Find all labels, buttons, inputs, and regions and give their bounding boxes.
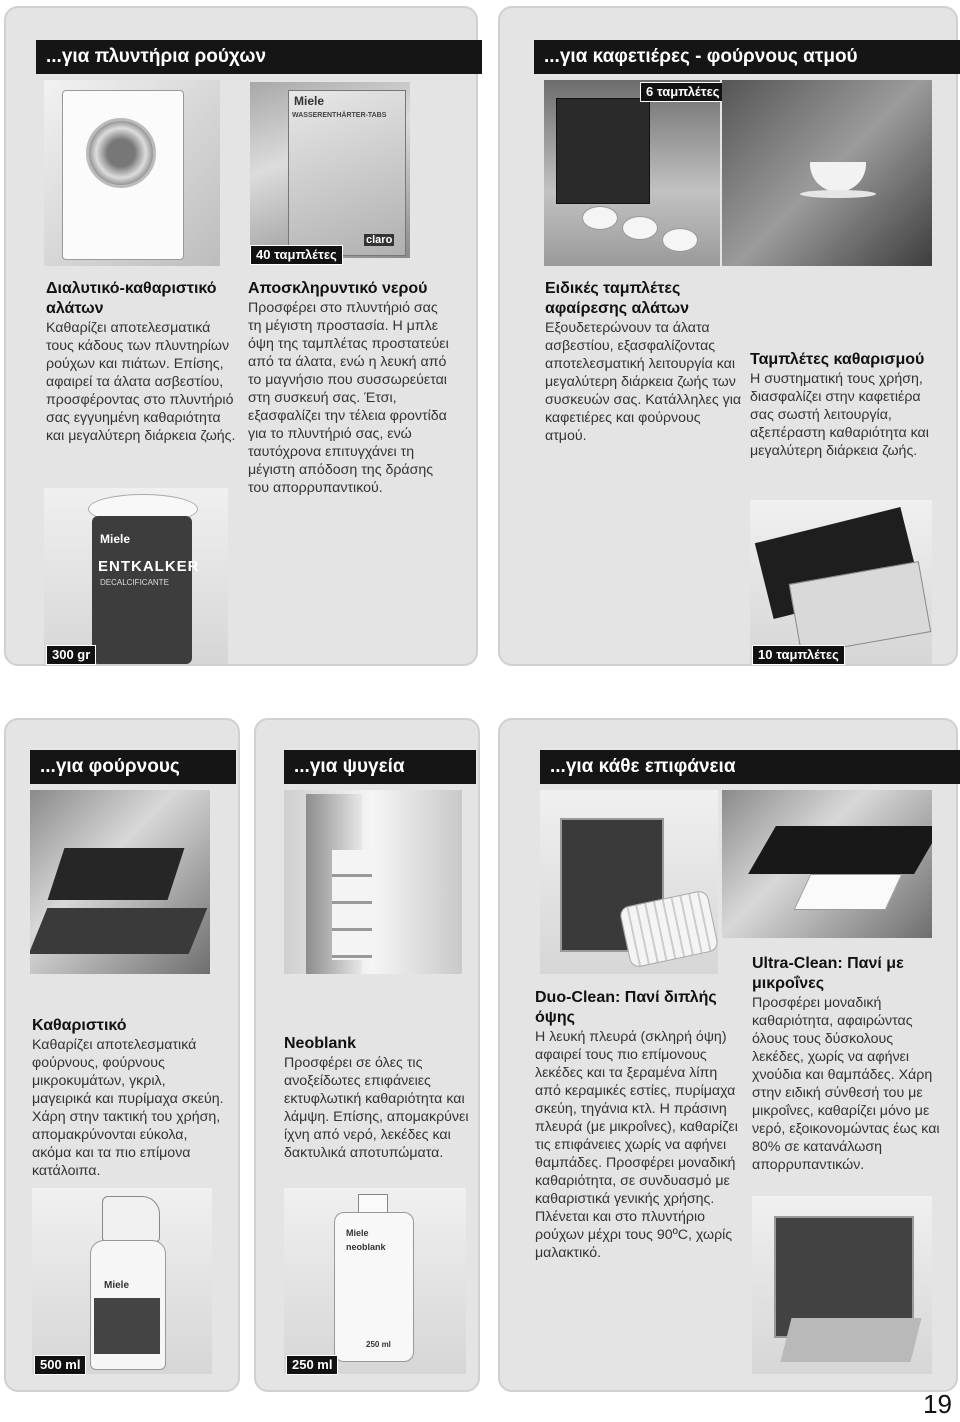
softener-brand: Miele <box>294 94 325 108</box>
spray-brand: Miele <box>104 1280 130 1291</box>
duo-clean-description: Η λευκή πλευρά (σκληρή όψη) αφαιρεί τους πιο επίμονους λεκέδες και τα ξεραμένα λίπη από κεραμικές εστίες, πυρίμαχα σκεύη, τηγάνια κτλ. Η πράσινη πλευρά (με μικροΐνες), καθαρίζει τις επιφάνειες χωρίς να αφήνει θαμπάδες. Προσφέρει μοναδική καθαριότητα, σε συνδυασμό με καθαριστικά γενικής χρήσης. Πλένεται και στο πλυντήριο ρούχων μέχρι τους 90ºC, χωρίς μαλακτικό. <box>535 1029 738 1261</box>
jar-label-entkalker: ENTKALKER <box>98 558 200 575</box>
neoblank-title: Neoblank <box>284 1035 357 1052</box>
cleaning-tabs-title: Ταμπλέτες καθαρισμού <box>750 351 925 368</box>
descaler-jar-photo <box>44 488 228 664</box>
header-ovens: ...για φούρνους <box>30 750 236 784</box>
fridge-photo <box>284 790 462 974</box>
cooktop-photo <box>722 790 932 938</box>
neoblank-bottle-photo <box>284 1188 466 1374</box>
washer-door <box>86 118 156 188</box>
oven-cleaner-title: Καθαριστικό <box>32 1017 127 1034</box>
tabs-pack <box>556 98 650 204</box>
jar-brand: Miele <box>100 532 131 546</box>
descaler-description: Καθαρίζει αποτελεσματικά τους κάδους των πλυντηρίων ρούχων και πιάτων. Επίσης, αφαιρεί τα άλατα ασβεστίου, προσφέροντας στο πλυντήριό σας εγγυημένη καθαριότητα και μεγαλύτερη διάρκεια ζωής. <box>46 320 236 444</box>
header-fridges: ...για ψυγεία <box>284 750 476 784</box>
ultra-clean-title: Ultra-Clean: Πανί με μικροΐνες <box>752 955 904 992</box>
softener-title: Αποσκληρυντικό νερού <box>248 280 428 297</box>
claro-label: claro <box>366 234 393 246</box>
cleaning-tabs-description: Η συστηματική τους χρήση, διασφαλίζει στην καφετιέρα σας σωστή λειτουργία, αξεπέραστη καθαριότητα και μεγαλύτερη διάρκεια ζωής. <box>750 371 929 459</box>
fridge-shelves <box>332 850 372 960</box>
oven-cleaner-description: Καθαρίζει αποτελεσματικά φούρνους, φούρνους μικροκυμάτων, γκριλ, μαγειρικά και πυρίμαχα σκεύη. Χάρη στην τακτική του χρήση, απομακρύνονται εύκολα, ακόμα και τα πιο επίμονα κατάλοιπα. <box>32 1037 224 1179</box>
spray-label <box>94 1298 160 1354</box>
baking-dish <box>794 874 903 910</box>
tablet <box>662 228 698 252</box>
duo-clean-cloth-photo <box>540 790 718 974</box>
cleaning-tablets-photo <box>750 500 932 664</box>
page-number: 19 <box>923 1389 952 1419</box>
product-cleaning-tablets <box>750 350 942 460</box>
badge-40-tabs: 40 ταμπλέτες <box>250 245 343 265</box>
header-coffee: ...για καφετιέρες - φούρνους ατμού <box>534 40 960 74</box>
coffee-cup <box>810 162 866 192</box>
tablet <box>582 206 618 230</box>
bottle-volume-label: 250 ml <box>366 1340 391 1349</box>
bottle-brand: Miele <box>346 1228 369 1238</box>
oven-door <box>30 908 207 954</box>
badge-500-ml: 500 ml <box>34 1355 86 1375</box>
bottle-neoblank-label: neoblank <box>346 1242 386 1252</box>
descaler-title: Διαλυτικό-καθαριστικό αλάτων <box>46 280 217 317</box>
oven-tray <box>48 848 185 900</box>
ultra-clean-cloth-photo <box>752 1196 932 1374</box>
softener-product-label: WASSERENTHÄRTER-TABS <box>292 112 387 119</box>
product-descaler <box>46 279 236 445</box>
badge-6-tabs: 6 ταμπλέτες <box>640 82 726 102</box>
softener-description: Προσφέρει στο πλυντήριό σας τη μέγιστη προστασία. Η μπλε όψη της ταμπλέτας προστατεύει από τα άλατα, ενώ η λευκή από το μαγνήσιο που συσσωρεύεται στη συσκευή σας. Έτσι, εξασφαλίζει την τέλεια φροντίδα για το πλυντήριό σας, ενώ ταυτόχρονα επιτυγχάνει τη μέγιστη απόδοση της δράσης του απορρυπαντικού. <box>248 300 449 496</box>
oven-cleaner-spray-photo <box>32 1188 212 1374</box>
product-neoblank <box>284 1034 470 1162</box>
cup-saucer <box>800 190 876 198</box>
oven-photo <box>30 790 210 974</box>
washing-machine-photo <box>44 80 220 266</box>
cooktop-surface <box>748 826 932 874</box>
descaling-tabs-photo <box>544 80 720 266</box>
product-ultra-clean <box>752 954 942 1174</box>
jar-label-decalcificante: DECALCIFICANTE <box>100 578 169 587</box>
product-oven-cleaner <box>32 1016 228 1180</box>
product-descaling-tablets <box>545 279 745 445</box>
header-surfaces: ...για κάθε επιφάνεια <box>540 750 960 784</box>
badge-300-gr: 300 gr <box>46 645 96 665</box>
ultra-clean-description: Προσφέρει μοναδική καθαριότητα, αφαιρώντας όλους τους δύσκολους λεκέδες, χωρίς να αφήνει χνούδια και θαμπάδες. Χάρη στην ειδική σύνθεσή του με μικροΐνες, καθαρίζει μόνο με νερό, εξοικονομώντας έως και 80% σε κατανάλωση απορρυπαντικών. <box>752 995 940 1173</box>
neoblank-description: Προσφέρει σε όλες τις ανοξείδωτες επιφάνειες εκτυφλωτική καθαριότητα και λάμψη. Επίσης, απομακρύνει ίχνη από νερό, λεκέδες και δακτυλικά αποτυπώματα. <box>284 1055 469 1161</box>
descaling-tabs-title: Ειδικές ταμπλέτες αφαίρεσης αλάτων <box>545 280 690 317</box>
spray-trigger <box>102 1196 160 1242</box>
product-duo-clean <box>535 988 745 1262</box>
coffee-machine-photo <box>722 80 932 266</box>
water-softener-box-photo <box>250 82 410 258</box>
tablet <box>622 216 658 240</box>
descaling-tabs-description: Εξουδετερώνουν τα άλατα ασβεστίου, εξασφαλίζοντας αποτελεσματική λειτουργία και μεγαλύτερη διάρκεια ζωής των συσκευών σας. Κατάλληλες για καφετιέρες και φούρνους ατμού. <box>545 320 742 444</box>
header-laundry: ...για πλυντήρια ρούχων <box>36 40 482 74</box>
badge-250-ml: 250 ml <box>286 1355 338 1375</box>
duo-clean-title: Duo-Clean: Πανί διπλής όψης <box>535 989 717 1026</box>
badge-10-tabs: 10 ταμπλέτες <box>752 645 845 665</box>
product-water-softener <box>248 279 453 497</box>
microfiber-cloth <box>781 1318 922 1362</box>
